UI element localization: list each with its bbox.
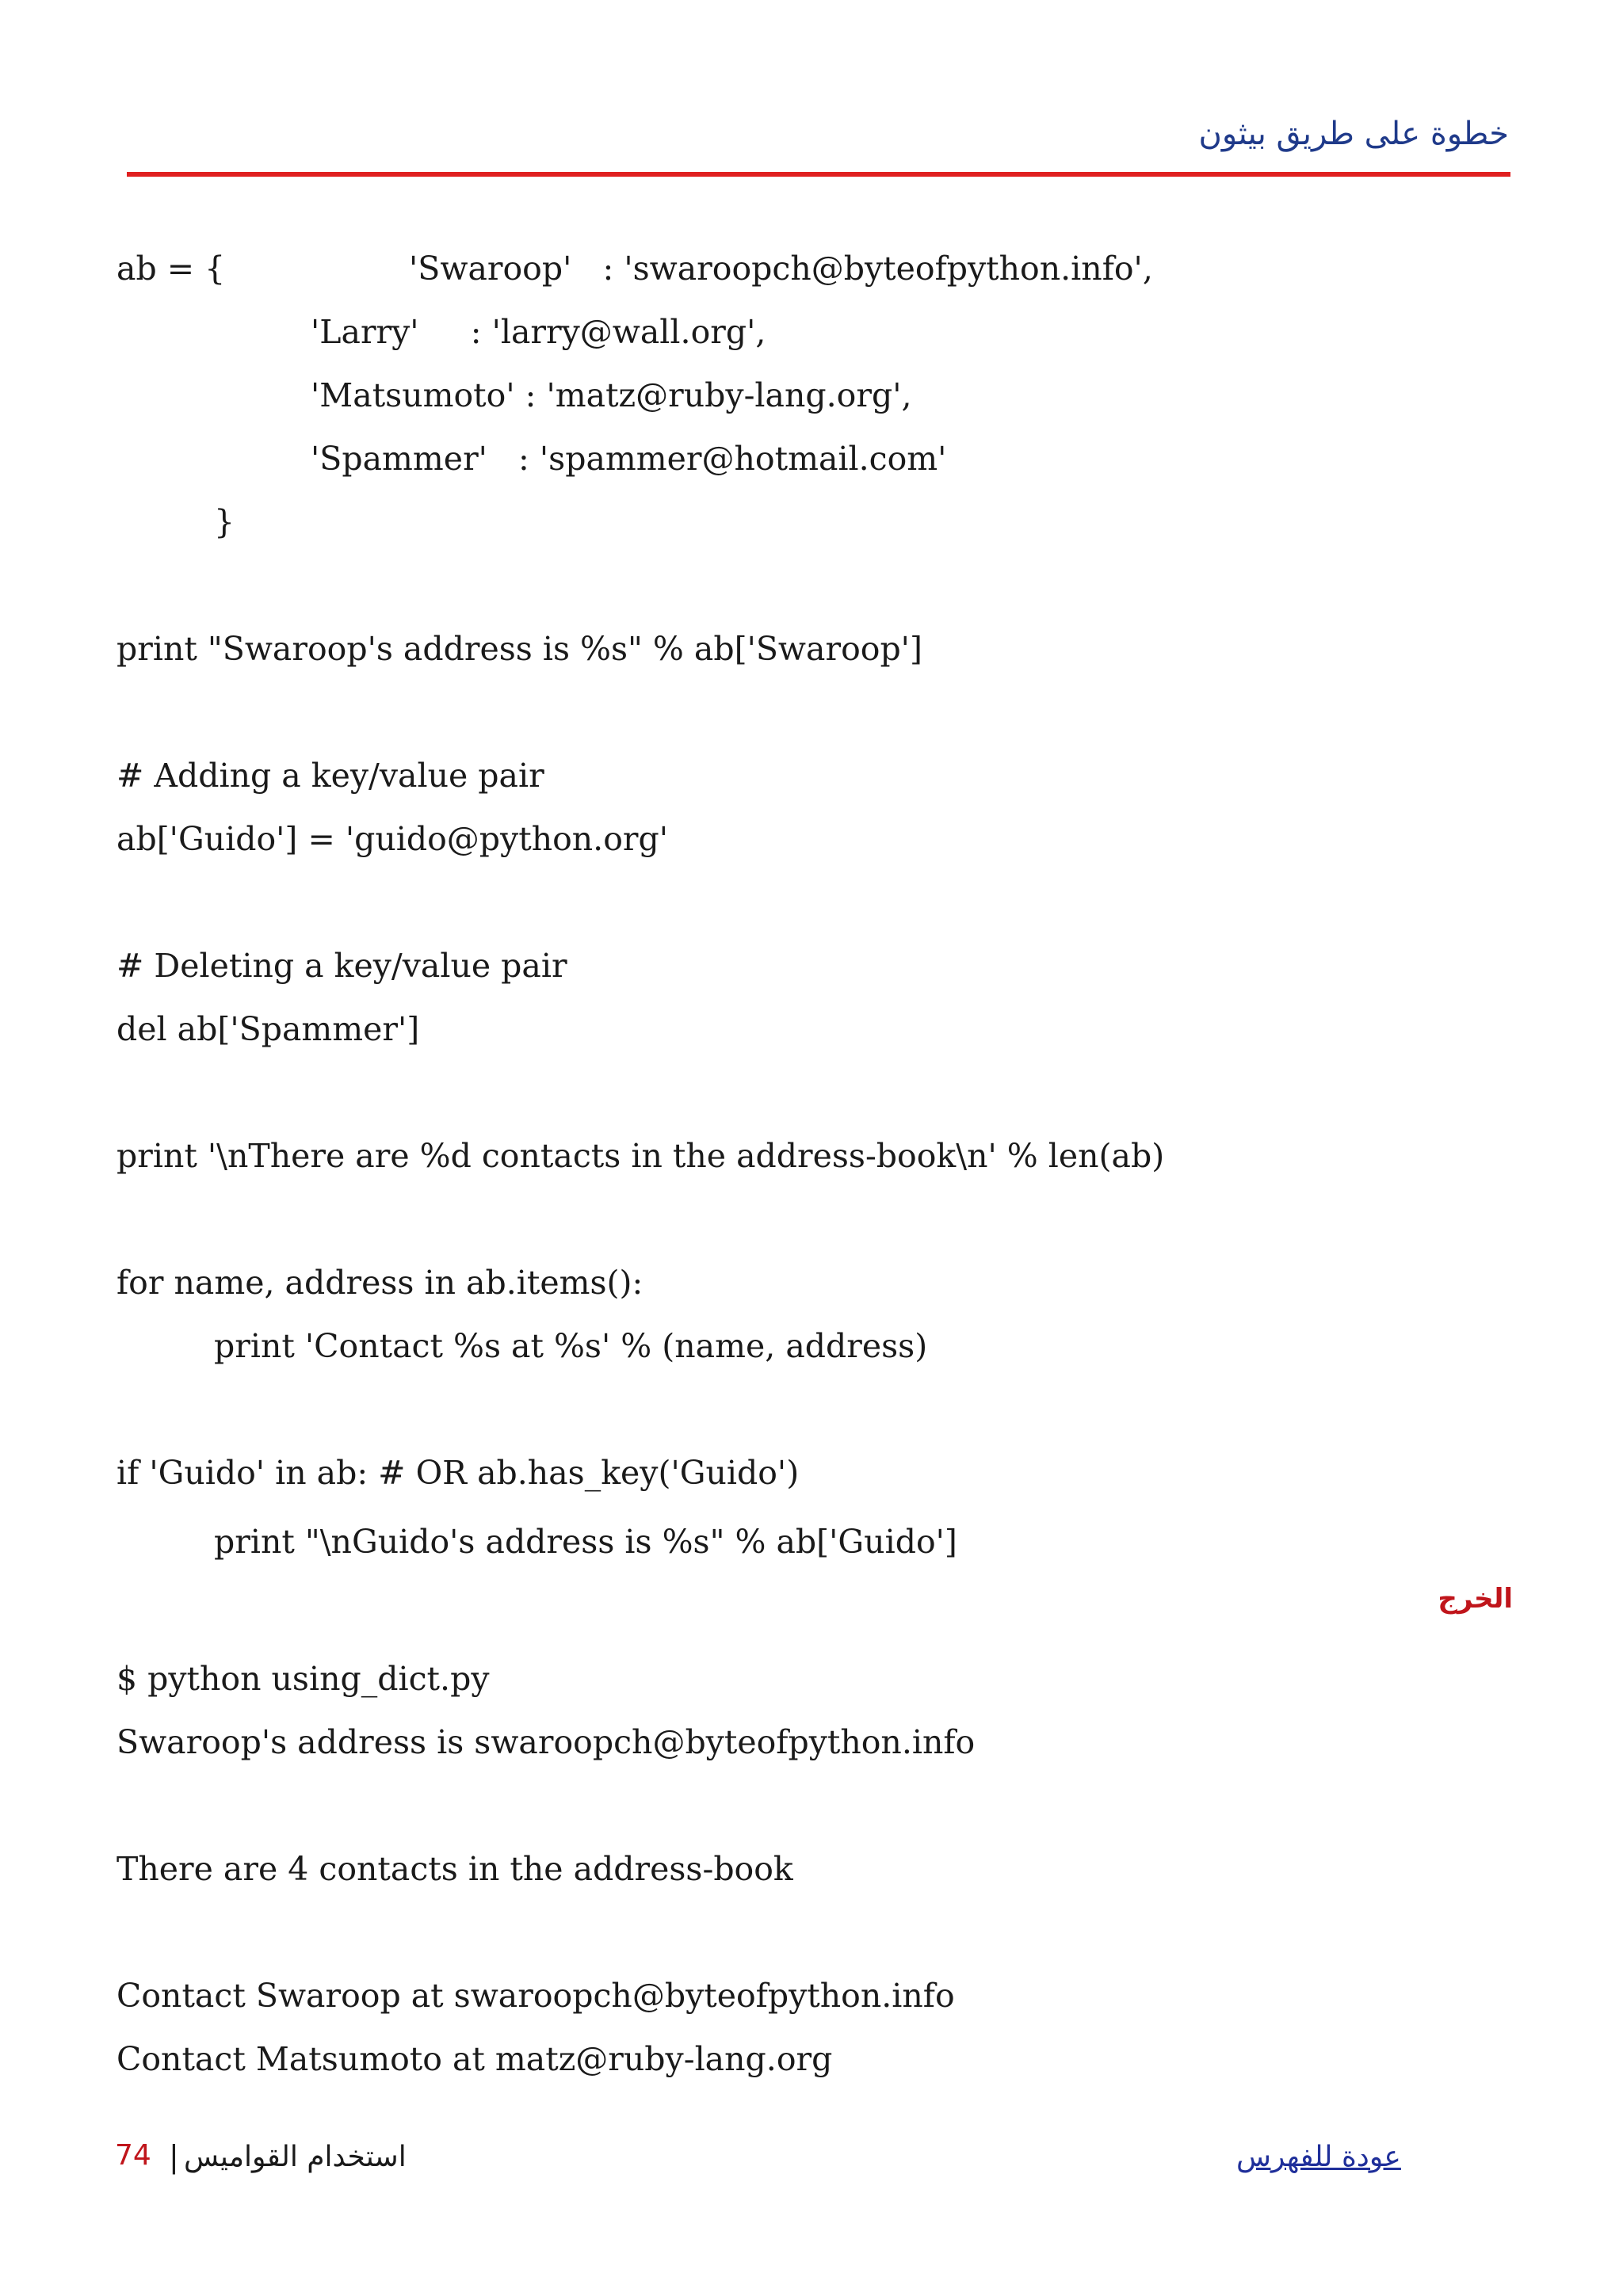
page-number: 74 <box>115 2139 151 2172</box>
output-line: Contact Swaroop at swaroopch@byteofpython.info <box>116 1977 955 2015</box>
code-comment: # Deleting a key/value pair <box>116 947 567 985</box>
code-line: del ab['Spammer'] <box>116 1010 420 1048</box>
code-line: print 'Contact %s at %s' % (name, address) <box>214 1327 928 1365</box>
code-line: 'Matsumoto' : 'matz@ruby-lang.org', <box>311 376 912 414</box>
code-line: ab['Guido'] = 'guido@python.org' <box>116 820 669 858</box>
code-line: print "Swaroop's address is %s" % ab['Swaroop'] <box>116 630 922 668</box>
header-divider <box>127 172 1510 177</box>
chapter-title: استخدام القواميس <box>184 2141 407 2173</box>
code-line: if 'Guido' in ab: # OR ab.has_key('Guido') <box>116 1454 800 1492</box>
output-line: Contact Matsumoto at matz@ruby-lang.org <box>116 2040 833 2078</box>
output-section-heading: الخرج <box>1438 1583 1513 1615</box>
output-line: Swaroop's address is swaroopch@byteofpython.info <box>116 1723 976 1761</box>
code-line: print '\nThere are %d contacts in the address-book\n' % len(ab) <box>116 1137 1165 1175</box>
output-line: $ python using_dict.py <box>116 1660 490 1698</box>
code-line: 'Swaroop' : 'swaroopch@byteofpython.info', <box>409 250 1153 288</box>
back-to-index-link[interactable]: عودة للفهرس <box>1236 2141 1401 2173</box>
page-header-title: خطوة على طريق بيثون <box>1198 116 1509 152</box>
code-line: print "\nGuido's address is %s" % ab['Guido'] <box>214 1523 957 1561</box>
output-line: There are 4 contacts in the address-book <box>116 1850 793 1888</box>
code-comment: # Adding a key/value pair <box>116 757 544 795</box>
code-line: } <box>214 503 235 541</box>
code-line: 'Larry' : 'larry@wall.org', <box>311 313 766 351</box>
code-line: for name, address in ab.items(): <box>116 1264 643 1302</box>
footer-separator: | <box>169 2139 179 2174</box>
code-line: ab = { <box>116 250 226 288</box>
code-line: 'Spammer' : 'spammer@hotmail.com' <box>311 440 947 478</box>
